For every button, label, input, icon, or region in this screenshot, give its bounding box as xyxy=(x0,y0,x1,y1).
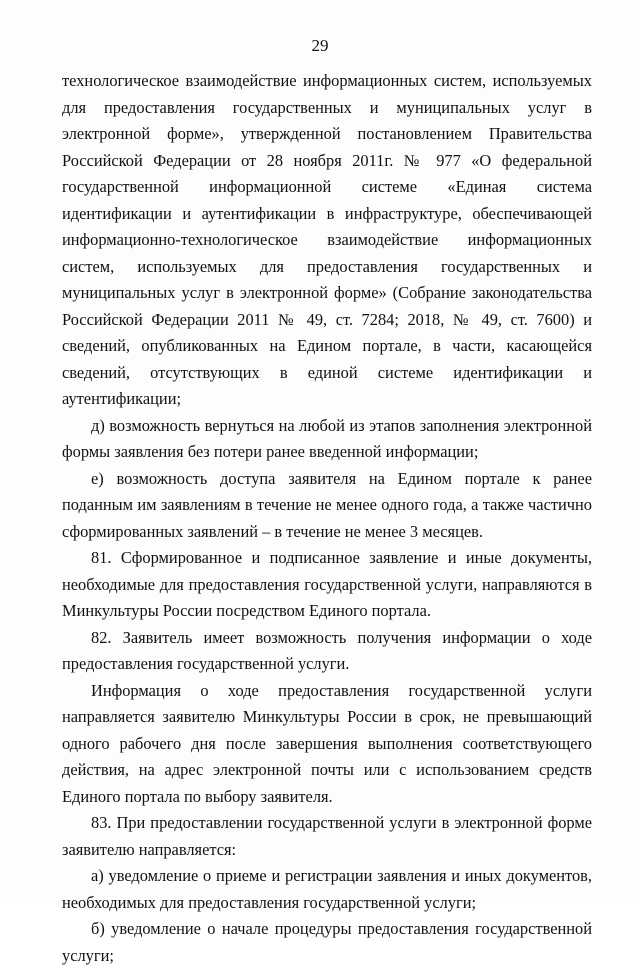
paragraph-82: 82. Заявитель имеет возможность получения информации о ходе предоставления государственной услуги. xyxy=(62,627,592,673)
paragraph-83-b: б) уведомление о начале процедуры предоставления государственной услуги; xyxy=(62,919,592,965)
paragraph-item-e: е) возможность доступа заявителя на Едином портале к ранее поданным им заявлениям в течение не менее одного года, а также частично сформированных заявлений – в течение не менее 3 месяцев. xyxy=(62,468,592,541)
paragraph-83: 83. При предоставлении государственной услуги в электронной форме заявителю направляется: xyxy=(62,813,592,859)
page-number: 29 xyxy=(311,36,329,55)
paragraph-continuation: технологическое взаимодействие информационных систем, используемых для предоставления государственных и муниципальных услуг в электронной форме», утвержденной постановлением Правительства Российской Федерации от 28 ноября 2011г. № 977 «О федеральной государственной информационной системе «Единая система идентификации и аутентификации в инфраструктуре, обеспечивающей информационно-технологическое взаимодействие информационных систем, используемых для предоставления государственных и муниципальных услуг в электронной форме» (Собрание законодательства Российской Федерации 2011 № 49, ст. 7284; 2018, № 49, ст. 7600) и сведений, опубликованных на Едином портале, в части, касающейся сведений, отсутствующих в единой системе идентификации и аутентификации; xyxy=(62,71,592,408)
paragraph-82-info: Информация о ходе предоставления государственной услуги направляется заявителю Минкультуры России в срок, не превышающий одного рабочего дня после завершения выполнения соответствующего действия, на адрес электронной почты или с использованием средств Единого портала по выбору заявителя. xyxy=(62,680,592,806)
paragraph-81: 81. Сформированное и подписанное заявление и иные документы, необходимые для предоставления государственной услуги, направляются в Минкультуры России посредством Единого портала. xyxy=(62,548,592,620)
paragraph-83-a: а) уведомление о приеме и регистрации заявления и иных документов, необходимых для предоставления государственной услуги; xyxy=(62,866,592,912)
document-body xyxy=(62,68,592,969)
paragraph-item-d: д) возможность вернуться на любой из этапов заполнения электронной формы заявления без потери ранее введенной информации; xyxy=(62,415,592,461)
